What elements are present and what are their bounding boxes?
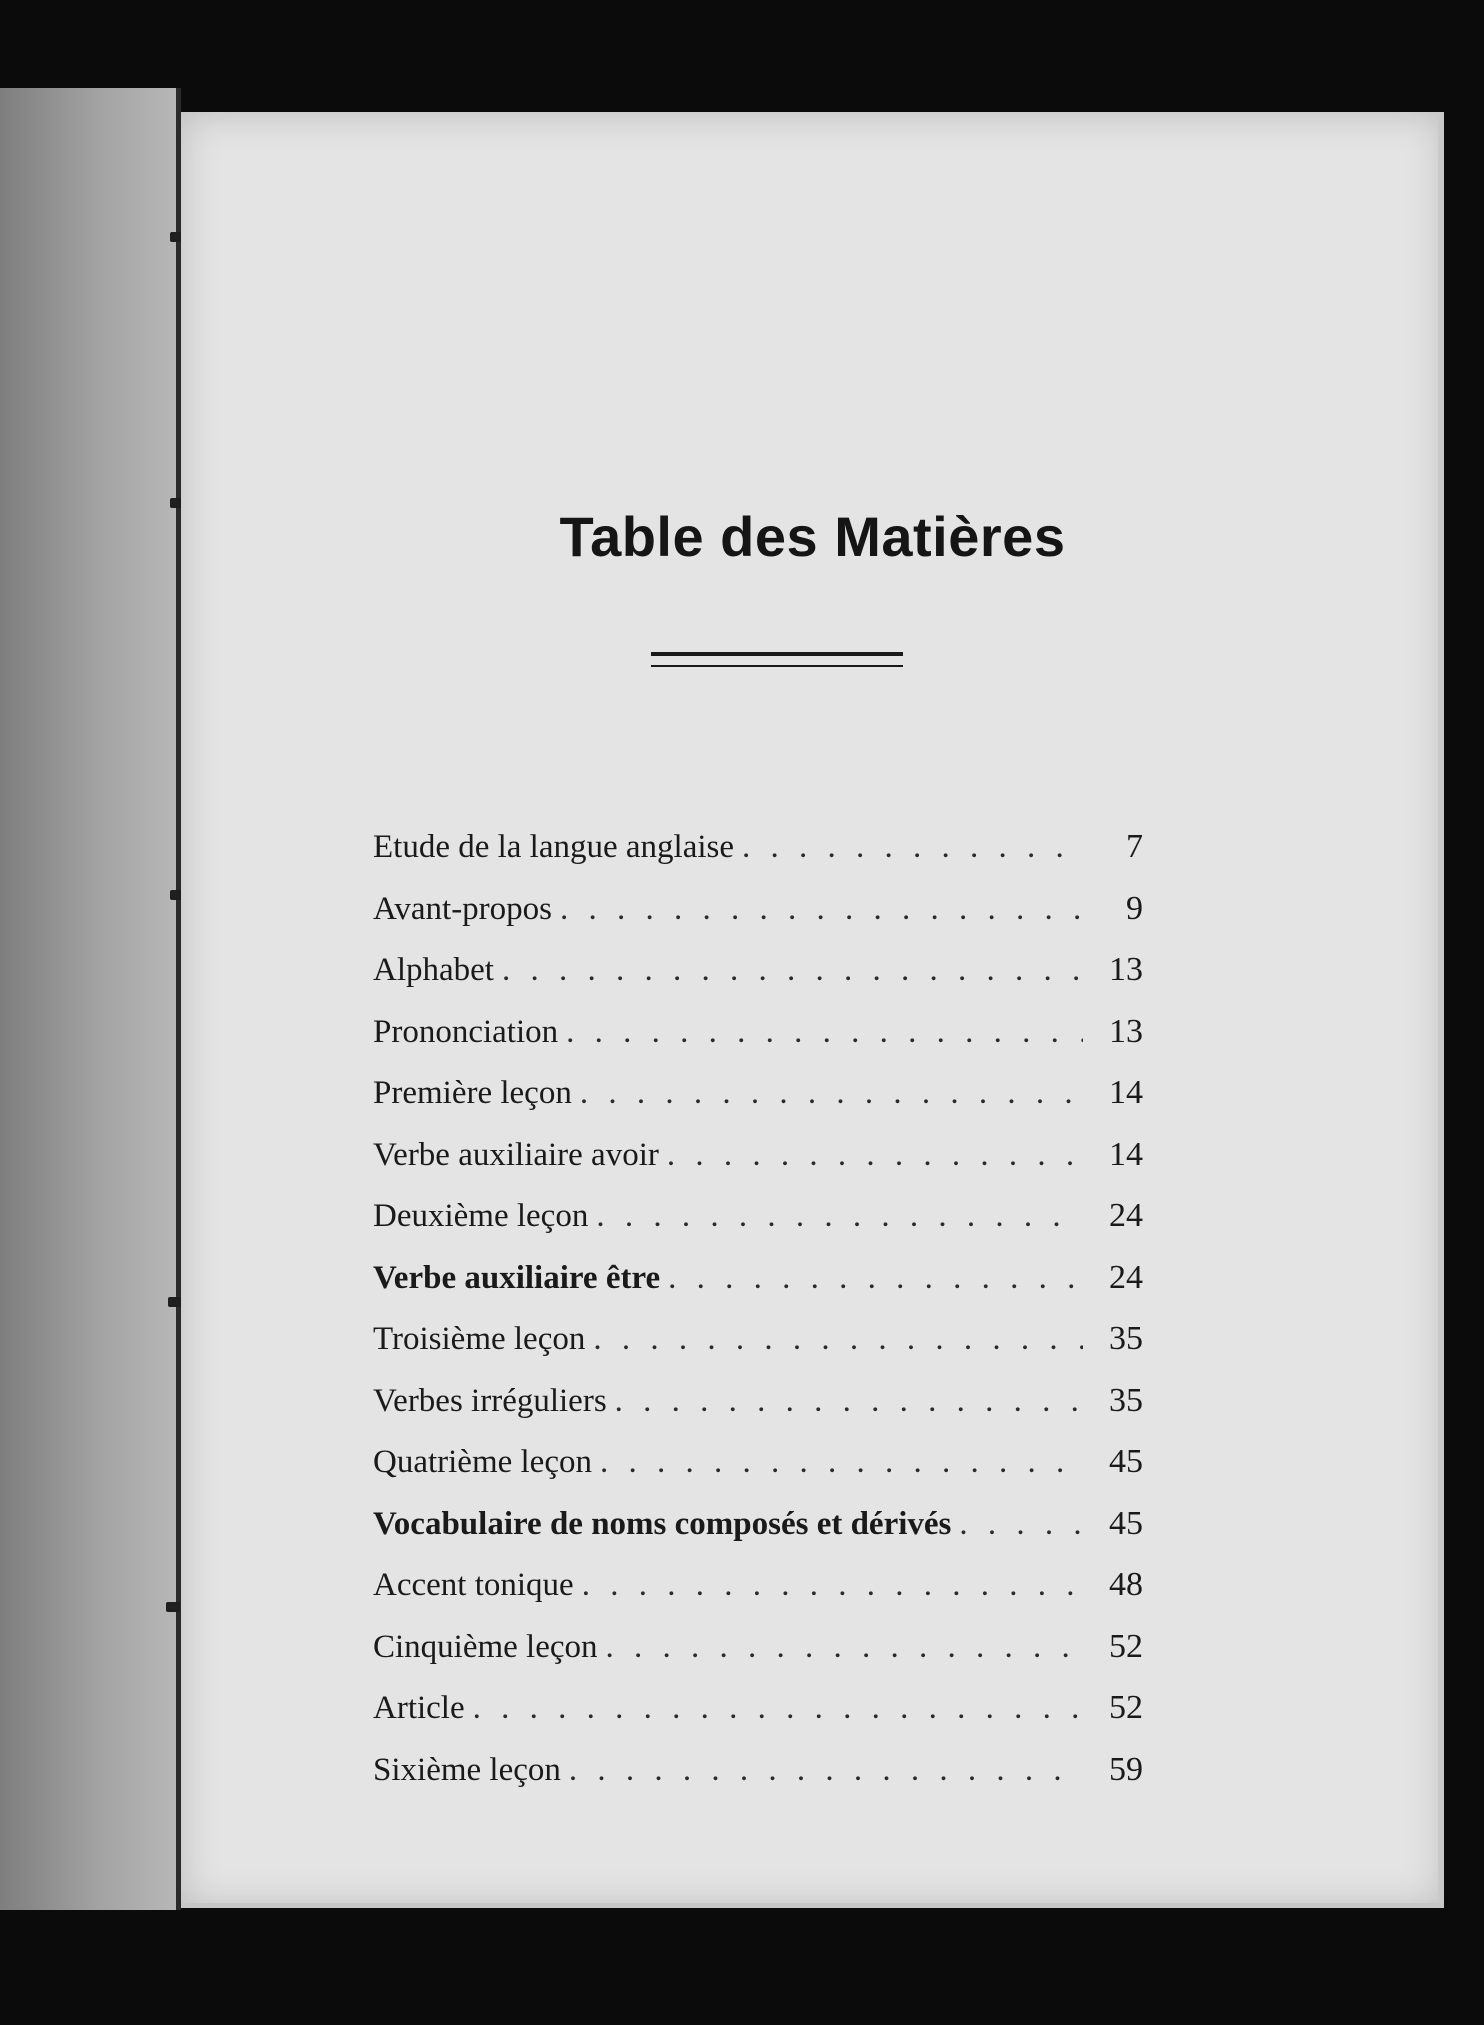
toc-entry [373,1259,1143,1321]
toc-entry-label: Quatrième leçon [373,1444,592,1480]
dot-leader [473,1690,1083,1727]
dot-leader [582,1567,1083,1604]
toc-entry-label: Vocabulaire de noms composés et dérivés [373,1505,952,1542]
page-title: Table des Matières [559,505,1066,568]
toc-entry-page: 59 [1109,1750,1143,1788]
book-page [181,112,1444,1908]
toc-entry-page: 9 [1126,889,1143,927]
toc-entry [373,1136,1143,1198]
page-edge [1438,112,1444,1908]
toc-entry-page: 14 [1109,1074,1143,1111]
table-of-contents [373,828,1143,1812]
toc-entry [373,1566,1143,1628]
dot-leader [593,1321,1083,1358]
binding-stitch [168,1297,182,1307]
dot-leader [596,1198,1083,1235]
toc-entry-label: Alphabet [373,952,494,988]
toc-entry-page: 14 [1109,1135,1143,1173]
toc-entry-label: Accent tonique [373,1567,574,1603]
toc-entry-page: 48 [1109,1566,1143,1603]
dot-leader [580,1075,1083,1112]
toc-entry-label: Deuxième leçon [373,1198,589,1234]
title-rule [651,652,903,667]
dot-leader [742,829,1083,866]
toc-entry-page: 13 [1109,951,1143,988]
binding-stitch [166,1602,180,1612]
toc-entry-page: 24 [1109,1197,1143,1234]
dot-leader [668,1260,1083,1297]
toc-entry-label: Première leçon [373,1075,572,1111]
toc-entry-page: 35 [1109,1320,1143,1357]
dot-leader [606,1629,1083,1666]
toc-entry [373,1197,1143,1259]
facing-page-edge [0,88,180,1910]
toc-entry [373,828,1143,890]
toc-entry-label: Etude de la langue anglaise [373,829,735,865]
toc-entry [373,1505,1143,1567]
dot-leader [502,952,1083,989]
toc-entry [373,1074,1143,1136]
dot-leader [566,1014,1083,1051]
toc-entry [373,1382,1143,1444]
toc-entry-label: Article [373,1690,465,1726]
toc-entry-page: 52 [1109,1689,1143,1726]
toc-entry-page: 7 [1126,828,1143,865]
toc-entry-page: 35 [1109,1381,1143,1419]
toc-entry-page: 45 [1109,1504,1143,1542]
toc-entry-label: Verbe auxiliaire être [373,1259,661,1296]
dot-leader [560,891,1083,928]
toc-entry [373,1320,1143,1382]
dot-leader [959,1506,1083,1543]
toc-entry-label: Verbes irréguliers [373,1382,607,1419]
dot-leader [615,1383,1083,1420]
toc-entry [373,1628,1143,1690]
toc-entry [373,1013,1143,1075]
toc-entry [373,1751,1143,1813]
toc-entry-page: 13 [1109,1012,1143,1050]
toc-entry-page: 45 [1109,1443,1143,1480]
dot-leader [600,1444,1083,1481]
toc-entry-page: 52 [1109,1627,1143,1665]
toc-entry-label: Verbe auxiliaire avoir [373,1136,659,1173]
toc-entry [373,1689,1143,1751]
toc-entry-label: Sixième leçon [373,1751,561,1788]
dot-leader [667,1137,1083,1174]
toc-entry-label: Cinquième leçon [373,1628,598,1665]
toc-entry-label: Prononciation [373,1013,559,1050]
toc-entry-page: 24 [1109,1258,1143,1296]
toc-entry [373,890,1143,952]
dot-leader [569,1752,1083,1789]
toc-entry [373,1443,1143,1505]
toc-entry-label: Troisième leçon [373,1321,586,1357]
toc-entry-label: Avant-propos [373,890,553,927]
toc-entry [373,951,1143,1013]
page-edge [181,1903,1444,1908]
